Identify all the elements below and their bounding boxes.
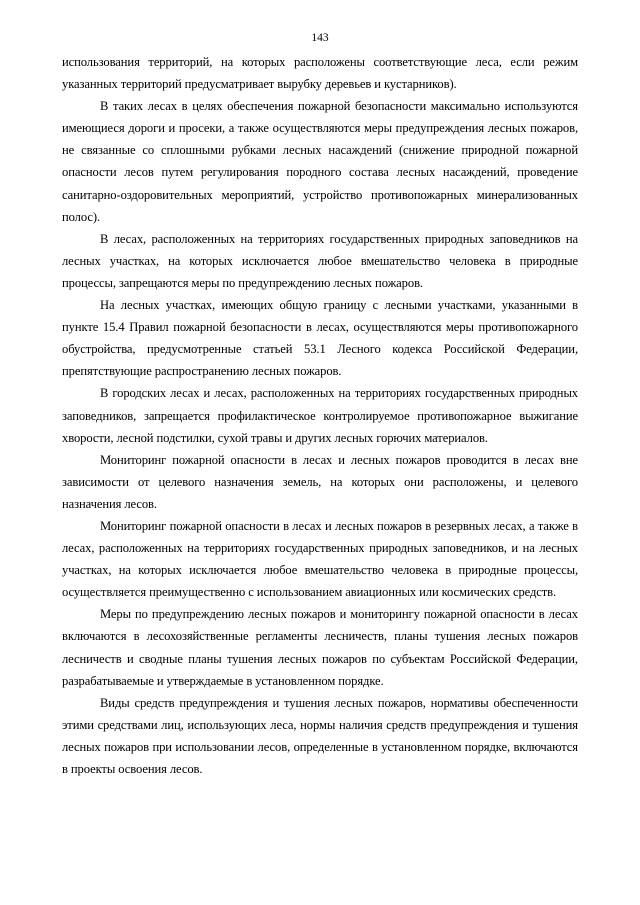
paragraph: В лесах, расположенных на территориях государственных природных заповедников на лесных участках, на которых исключается любое вмешательство человека в природные процессы, запрещаются меры по предупреждению лесных пожаров. bbox=[62, 231, 578, 290]
paragraph: Мониторинг пожарной опасности в лесах и лесных пожаров в резервных лесах, а также в лесах, расположенных на территориях государственных природных заповедников, и на лесных участках, на которых исключается любое вмешательство человека в природные процессы, осуществляется преимущественно с использованием авиационных или космических средств. bbox=[62, 518, 578, 600]
paragraph: Меры по предупреждению лесных пожаров и мониторингу пожарной опасности в лесах включаются в лесохозяйственные регламенты лесничеств, планы тушения лесных пожаров лесничеств и сводные планы тушения лесных пожаров по субъектам Российской Федерации, разрабатываемые и утверждаемые в установленном порядке. bbox=[62, 607, 578, 688]
page-number: 143 bbox=[311, 32, 329, 44]
document-body bbox=[62, 51, 578, 780]
paragraph: На лесных участках, имеющих общую границу с лесными участками, указанными в пункте 15.4 Правил пожарной безопасности в лесах, осуществляются меры противопожарного обустройства, предусмотренные статьей 53.1 Лесного кодекса Российской Федерации, препятствующие распространению лесных пожаров. bbox=[62, 298, 578, 379]
paragraph: Виды средств предупреждения и тушения лесных пожаров, нормативы обеспеченности этими средствами лиц, использующих леса, нормы наличия средств предупреждения и тушения лесных пожаров при использовании лесов, определенные в установленном порядке, включаются в проекты освоения лесов. bbox=[62, 695, 578, 776]
paragraph: В таких лесах в целях обеспечения пожарной безопасности максимально используются имеющиеся дороги и просеки, а также осуществляются меры предупреждения лесных пожаров, не связанные со сплошными рубками лесных насаждений (снижение природной пожарной опасности лесов путем регулирования породного состава лесных насаждений, проведение санитарно-оздоровительных мероприятий, устройство противопожарных минерализованных полос). bbox=[62, 99, 578, 224]
paragraph-continuation: использования территорий, на которых расположены соответствующие леса, если режим указанных территорий предусматривает вырубку деревьев и кустарников). bbox=[62, 55, 578, 92]
paragraph: В городских лесах и лесах, расположенных на территориях государственных природных заповедников, запрещается профилактическое контролируемое противопожарное выжигание хворости, лесной подстилки, сухой травы и других лесных горючих материалов. bbox=[62, 386, 578, 445]
paragraph: Мониторинг пожарной опасности в лесах и лесных пожаров проводится в лесах вне зависимости от целевого назначения земель, на которых они расположены, и целевого назначения лесов. bbox=[62, 452, 578, 511]
